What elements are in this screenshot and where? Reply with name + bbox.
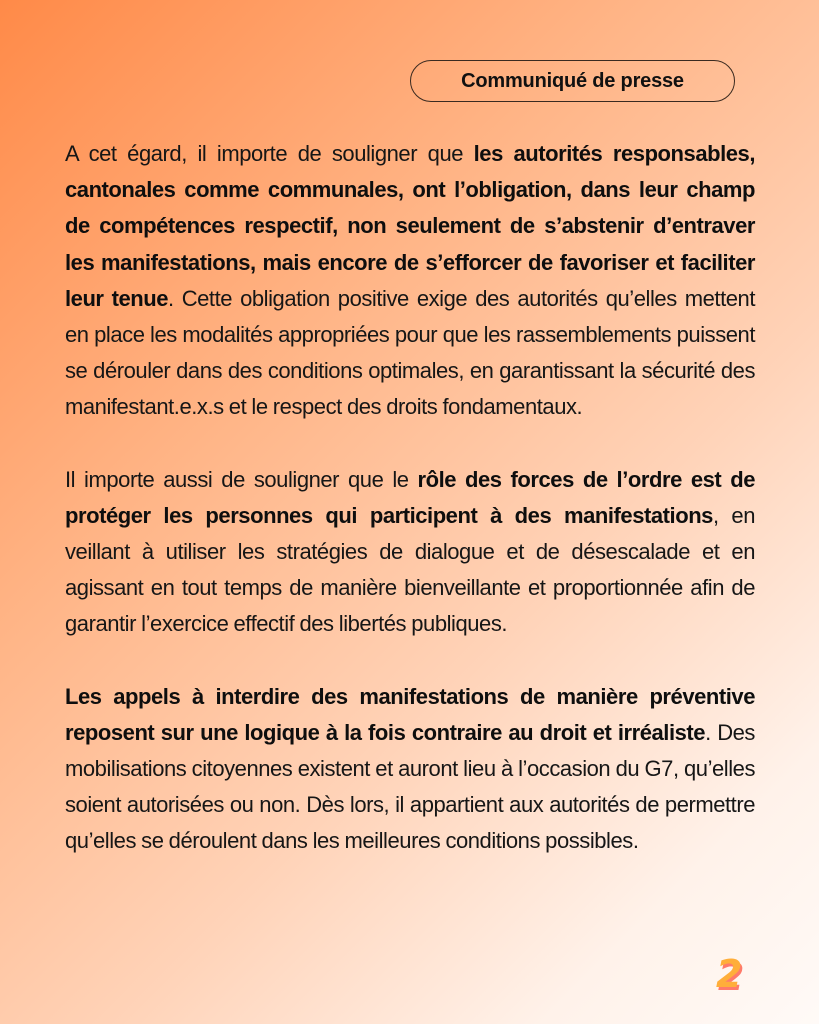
paragraph-2-intro: Il importe aussi de souligner que le [65,466,418,492]
paragraph-1 [65,136,755,426]
press-release-badge [410,60,735,102]
paragraph-3-rest: . Des mobilisations citoyennes existent et auront lieu à l’occasion du G7, qu’elles soient autorisées ou non. Dès lors, il appartient aux autorités de permettre qu’elles se déroulent dans les meilleures conditions possibles. [65,719,755,854]
page-number: 2 [716,952,743,996]
paragraph-1-rest: . Cette obligation positive exige des autorités qu’elles mettent en place les modalités appropriées pour que les rassemblements puissent se dérouler dans des conditions optimales, en garantissant la sécurité des manifestant.e.x.s et le respect des droits fondamentaux. [65,285,755,420]
paragraph-spacer [65,426,755,462]
badge-label: Communiqué de presse [461,69,684,92]
paragraph-3-emphasis: Les appels à interdire des manifestations de manière préventive reposent sur une logique à la fois contraire au droit et irréaliste [65,683,755,745]
paragraph-1-intro: A cet égard, il importe de souligner que [65,141,474,166]
paragraph-1-emphasis: les autorités responsables, cantonales comme communales, ont l’obligation, dans leur champ de compétences respectif, non seulement de s’abstenir d’entraver les manifestations, mais encore de s’efforcer de favoriser et faciliter leur tenue [65,141,755,311]
body-text [65,136,755,860]
paragraph-3 [65,679,755,860]
paragraph-2-emphasis: rôle des forces de l’ordre est de protéger les personnes qui participent à des manifestations [65,466,756,528]
paragraph-2 [65,462,755,643]
paragraph-2-rest: , en veillant à utiliser les stratégies de dialogue et de désescalade et en agissant en tout temps de manière bienveillante et proportionnée afin de garantir l’exercice effectif des libertés publiques. [65,502,755,637]
paragraph-spacer [65,643,755,679]
